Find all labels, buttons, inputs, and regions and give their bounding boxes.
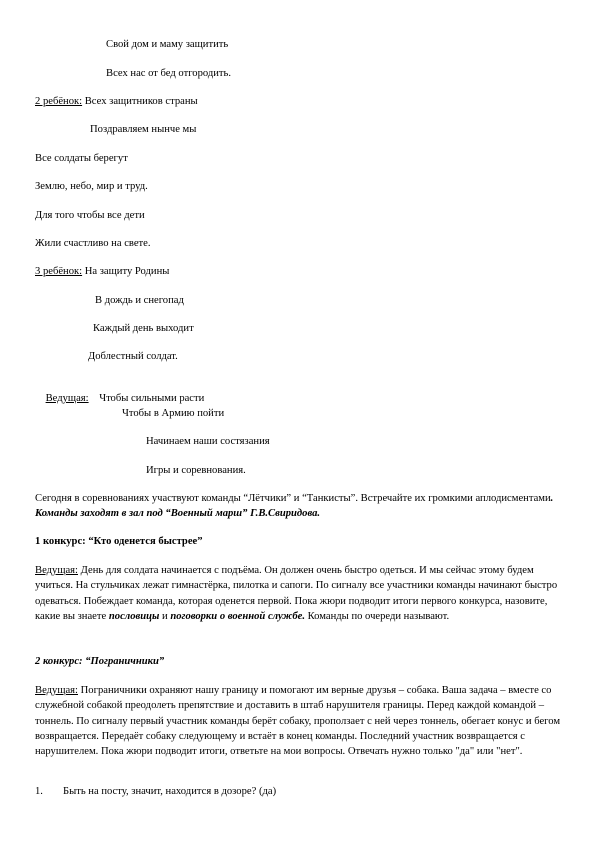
poem-line: Все солдаты берегут [35, 153, 128, 164]
poem-text: На защиту Родины [82, 266, 170, 277]
speaker-label: 2 ребёнок: [35, 96, 83, 107]
intro-paragraph [35, 491, 565, 522]
contest-text: и [159, 610, 171, 622]
poem-line: Поздравляем нынче мы [90, 124, 197, 135]
intro-text: Сегодня в соревнованиях участвуют команды “Лётчики” и “Танкисты”. Встречайте их громкими аплодисментами [35, 493, 551, 504]
list-item [35, 785, 276, 798]
poem-line: Землю, небо, мир и труд. [35, 181, 148, 192]
poem-line [35, 95, 198, 108]
speaker-label: Ведущая: [35, 565, 78, 576]
intro-stage-direction: . Команды заходят в зал под “Военный марш” Г.В.Свиридова. [35, 493, 554, 520]
speaker-label: Ведущая: [35, 685, 78, 696]
contest-heading: 2 конкурс: “Пограничники” [35, 656, 165, 667]
poem-text: Всех защитников страны [82, 96, 198, 107]
poem-line: Каждый день выходит [93, 323, 194, 334]
speaker-label: Ведущая: [45, 393, 89, 404]
poem-line: Жили счастливо на свете. [35, 238, 151, 249]
contest-text: Пограничники охраняют нашу границу и помогают им верные друзья – собака. Ваша задача – вместе со служебной собакой преодолеть препятствие и доставить в штаб нарушителя границы. Перед каждой командой – тоннель. По сигналу первый участник команды берёт собаку, проползает с ней через тоннель, обегает конус и бегом возвращается. Передаёт собаку следующему и встаёт в конец команды. Последний участник возвращается с нарушителем. Пока жюри подводит итоги, ответьте на мои вопросы. Отвечать нужно только "да" или "нет". [35, 685, 561, 758]
contest-text: Команды по очереди называют. [305, 610, 450, 622]
poem-line: В дождь и снегопад [95, 295, 184, 306]
contest-paragraph [35, 563, 565, 624]
contest-text: День для солдата начинается с подъёма. Он должен очень быстро одеться. И мы сейчас этому будем учиться. На стульчиках лежат гимнастёрка, пилотка и сапоги. По сигналу все участники команды начинают быстро одеваться. Побеждает команда, которая оденется первой. Пока жюри подводит итоги первого конкурса, назовите, какие вы знаете [35, 565, 558, 622]
contest-paragraph [35, 683, 565, 759]
poem-line: Для того чтобы все дети [35, 210, 145, 221]
speaker-label: 3 ребёнок: [35, 266, 83, 277]
poem-text: Чтобы сильными расти [88, 393, 205, 404]
poem-line [35, 265, 169, 278]
sayings-term: поговорки о военной службе. [170, 610, 305, 622]
poem-line: Игры и соревнования. [146, 465, 246, 476]
poem-line: Доблестный солдат. [88, 351, 178, 362]
poem-line: Начинаем наши состязания [146, 436, 270, 447]
poem-line: Чтобы в Армию пойти [122, 408, 225, 419]
poem-line: Свой дом и маму защитить [106, 39, 229, 50]
question-text: Быть на посту, значит, находится в дозоре? (да) [63, 786, 277, 797]
proverbs-term: пословицы [108, 610, 160, 622]
contest-heading: 1 конкурс: “Кто оденется быстрее” [35, 536, 203, 547]
poem-line: Всех нас от бед отгородить. [106, 68, 232, 79]
list-number: 1. [35, 786, 43, 797]
